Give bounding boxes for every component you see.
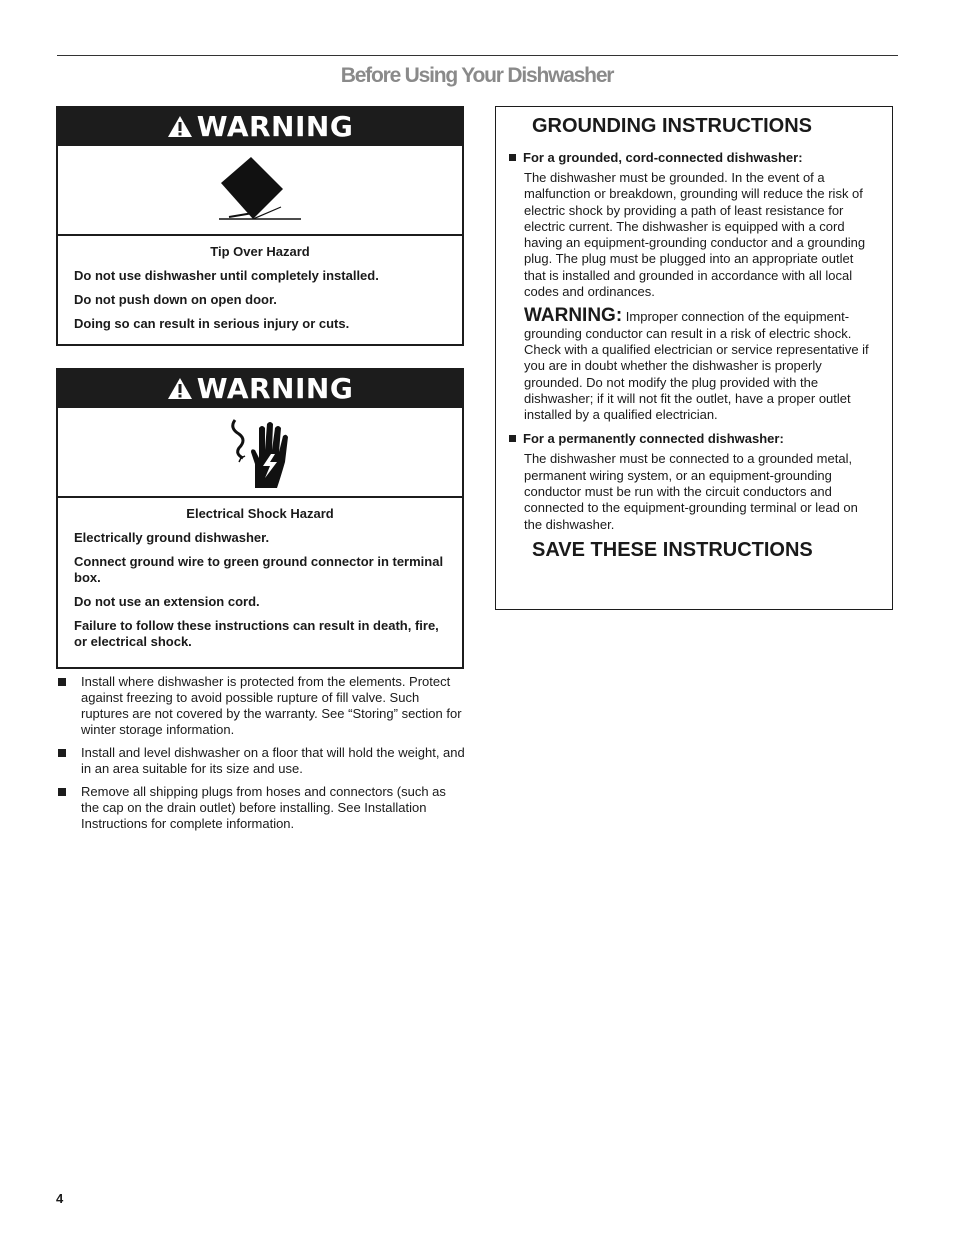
warning-header [58, 370, 462, 407]
list-item-text: Install and level dishwasher on a floor that will hold the weight, and in an area suitable for its size and use. [81, 745, 465, 776]
bullet-square-icon [509, 154, 516, 161]
subheading-text: For a grounded, cord-connected dishwasher: [523, 150, 803, 165]
grounding-instructions-box [495, 106, 893, 610]
warning-line: Failure to follow these instructions can result in death, fire, or electrical shock. [74, 618, 439, 649]
bullet-square-icon [58, 788, 66, 796]
warning-header [58, 108, 462, 145]
warning-box-electrical [56, 368, 464, 669]
subheading-cord-connected [509, 150, 892, 165]
bullet-square-icon [58, 678, 66, 686]
hazard-title: Tip Over Hazard [210, 244, 310, 259]
warning-line: Doing so can result in serious injury or cuts. [74, 316, 350, 331]
list-item [56, 674, 466, 738]
warning-line: Connect ground wire to green ground connector in terminal box. [74, 554, 444, 585]
warning-line: Do not use an extension cord. [74, 594, 260, 609]
warning-line: Electrically ground dishwasher. [74, 530, 270, 545]
grounding-paragraph: The dishwasher must be grounded. In the event of a malfunction or breakdown, grounding will reduce the risk of electric shock by providing a path of least resistance for electric current. The dishwasher is equipped with a cord having an equipment-grounding conductor and a grounding plug. The plug must be plugged into an appropriate outlet that is installed and grounded in accordance with all local codes and ordinances. [524, 170, 866, 300]
list-item-text: Remove all shipping plugs from hoses and connectors (such as the cap on the drain outlet) before installing. See Installation Instructions for complete information. [81, 784, 446, 831]
list-item [56, 784, 466, 832]
list-item [56, 745, 466, 777]
page-title: Before Using Your Dishwasher [340, 64, 614, 87]
warning-inline-text: Improper connection of the equipment-grounding conductor can result in a risk of electric shock. Check with a qualified electrician or service representative if you are in doubt whether the dishwasher is properly grounded. Do not modify the plug provided with the dishwasher; if it will not fit the outlet, have a proper outlet installed by a qualified electrician. [524, 309, 869, 423]
grounding-title: GROUNDING INSTRUCTIONS [532, 115, 812, 137]
bullet-square-icon [58, 749, 66, 757]
grounding-warning [524, 305, 876, 423]
warning-label: WARNING [196, 110, 354, 143]
alert-triangle-icon [167, 377, 193, 400]
subheading-permanent [509, 431, 892, 446]
subheading-text: For a permanently connected dishwasher: [523, 431, 784, 447]
page-number: 4 [56, 1191, 64, 1206]
top-rule [57, 55, 898, 56]
alert-triangle-icon [167, 115, 193, 138]
pictogram-panel [58, 145, 462, 236]
tip-over-icon [215, 155, 305, 225]
electric-shock-hand-icon [225, 414, 295, 490]
install-bullet-list [56, 674, 466, 839]
hazard-title: Electrical Shock Hazard [186, 506, 334, 521]
grounding-paragraph: The dishwasher must be connected to a grounded metal, permanent wiring system, or an equipment-grounding conductor must be run with the circuit conductors and connected to the equipment-grounding terminal or lead on the dishwasher. [524, 451, 858, 532]
warning-inline-label: WARNING: [524, 305, 623, 327]
warning-line: Do not use dishwasher until completely installed. [74, 268, 379, 283]
list-item-text: Install where dishwasher is protected from the elements. Protect against freezing to avoid possible rupture of fill valve. Such ruptures are not covered by the warranty. See “Storing” section for winter storage information. [81, 674, 462, 737]
warning-line: Do not push down on open door. [74, 292, 277, 307]
bullet-square-icon [509, 435, 516, 442]
pictogram-panel [58, 407, 462, 498]
warning-label: WARNING [196, 372, 354, 405]
warning-box-tip-over [56, 106, 464, 346]
save-instructions-title: SAVE THESE INSTRUCTIONS [532, 538, 813, 561]
